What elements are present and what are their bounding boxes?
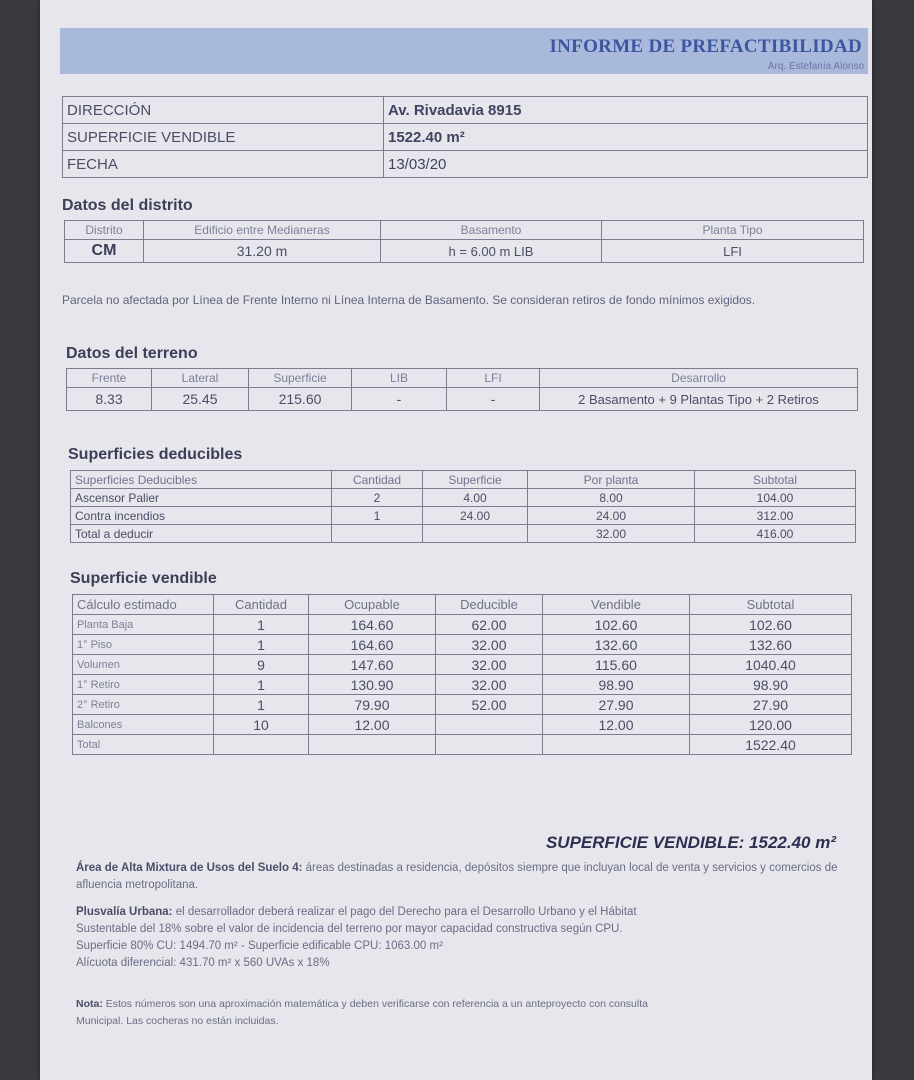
sellable-cell [309,735,436,755]
plusvalia-line: el desarrollador deberá realizar el pago del Derecho para el Desarrollo Urbano y el Hábitat [175,906,637,918]
deductible-cell: 104.00 [695,489,856,507]
deductible-header: Subtotal [695,471,856,489]
district-header: Distrito [65,221,144,240]
sellable-cell: Planta Baja [73,615,214,635]
table-row [71,471,856,489]
terrain-header: Frente [67,369,152,388]
sellable-cell: 12.00 [543,715,690,735]
table-row [63,124,868,151]
sellable-cell: 1040.40 [690,655,852,675]
report-title: INFORME DE PREFACTIBILIDAD [549,36,862,57]
table-row [65,240,864,263]
sellable-cell: 120.00 [690,715,852,735]
table-row [73,715,852,735]
terrain-value: 25.45 [152,388,249,411]
sellable-cell: 164.60 [309,615,436,635]
table-row [73,615,852,635]
deductible-cell: 24.00 [528,507,695,525]
deductible-cell: Contra incendios [71,507,332,525]
sellable-header: Ocupable [309,595,436,615]
summary-value-area: 1522.40 m² [384,124,868,151]
sellable-table [72,594,852,755]
deductible-cell: 2 [332,489,423,507]
zone-label: Área de Alta Mixtura de Usos del Suelo 4: [76,862,303,874]
plusvalia-line: Alícuota diferencial: 431.70 m² x 560 UVAs x 18% [76,957,330,969]
sellable-heading: Superficie vendible [70,570,217,587]
plusvalia-label: Plusvalía Urbana: [76,906,173,918]
table-row [73,595,852,615]
sellable-cell: 9 [214,655,309,675]
terrain-value: 8.33 [67,388,152,411]
deductible-cell: 32.00 [528,525,695,543]
terrain-value: - [352,388,447,411]
summary-value-address: Av. Rivadavia 8915 [384,97,868,124]
deductible-header: Superficie [423,471,528,489]
terrain-header: Desarrollo [540,369,858,388]
terrain-header: LFI [447,369,540,388]
sellable-cell: 10 [214,715,309,735]
sellable-cell: 1 [214,635,309,655]
plusvalia-line: Superficie 80% CU: 1494.70 m² - Superficie edificable CPU: 1063.00 m² [76,940,443,952]
district-value: LFI [602,240,864,263]
district-value: h = 6.00 m LIB [381,240,602,263]
sellable-cell: 132.60 [543,635,690,655]
deductible-header: Cantidad [332,471,423,489]
sellable-cell: 2° Retiro [73,695,214,715]
sellable-cell: 79.90 [309,695,436,715]
terrain-table [66,368,858,411]
table-row [71,507,856,525]
sellable-cell: Total [73,735,214,755]
sellable-cell: 32.00 [436,655,543,675]
note-paragraph [76,996,846,1030]
table-row [73,695,852,715]
sellable-header: Cantidad [214,595,309,615]
deductible-cell: 4.00 [423,489,528,507]
deductible-cell: 24.00 [423,507,528,525]
deductible-cell: 416.00 [695,525,856,543]
table-row [71,525,856,543]
sellable-cell [436,735,543,755]
table-row [63,97,868,124]
note-label: Nota: [76,998,103,1010]
sellable-cell: 102.60 [690,615,852,635]
sellable-cell: 130.90 [309,675,436,695]
sellable-cell: 52.00 [436,695,543,715]
deductible-table [70,470,856,543]
terrain-header: Superficie [249,369,352,388]
deductible-heading: Superficies deducibles [68,446,243,463]
sellable-total-line: SUPERFICIE VENDIBLE: 1522.40 m² [545,833,836,852]
table-row [73,735,852,755]
sellable-cell: 32.00 [436,675,543,695]
table-row [65,221,864,240]
zone-paragraph [76,860,846,894]
district-header: Basamento [381,221,602,240]
district-heading: Datos del distrito [62,197,193,214]
sellable-cell: 32.00 [436,635,543,655]
table-row [73,635,852,655]
table-row [67,369,858,388]
deductible-cell [423,525,528,543]
sellable-cell: 1° Retiro [73,675,214,695]
plusvalia-line: Sustentable del 18% sobre el valor de incidencia del terreno por mayor capacidad constructiva según CPU. [76,923,623,935]
summary-label: DIRECCIÓN [63,97,384,124]
terrain-header: Lateral [152,369,249,388]
note-line: Estos números son una aproximación matemática y deben verificarse con referencia a un anteproyecto con consulta [105,998,648,1010]
plusvalia-paragraph [76,904,846,972]
deductible-cell: 1 [332,507,423,525]
terrain-value: - [447,388,540,411]
deductible-cell: 312.00 [695,507,856,525]
sellable-cell: 12.00 [309,715,436,735]
sellable-cell: 115.60 [543,655,690,675]
document-page [40,0,872,1080]
table-row [71,489,856,507]
sellable-cell: 98.90 [543,675,690,695]
table-row [67,388,858,411]
table-row [73,655,852,675]
district-value: CM [65,240,144,263]
sellable-header: Subtotal [690,595,852,615]
sellable-cell: 147.60 [309,655,436,675]
district-header: Edificio entre Medianeras [144,221,381,240]
zone-text: áreas destinadas a residencia, depósitos siempre que incluyan local de venta y servicios y comercios de afluencia metropolitana. [76,862,838,891]
report-author: Arq. Estefanía Alonso [767,61,864,72]
sellable-cell: 62.00 [436,615,543,635]
summary-value-date: 13/03/20 [384,151,868,178]
summary-label: FECHA [63,151,384,178]
table-row [73,675,852,695]
report-banner [60,28,868,74]
sellable-cell: Volumen [73,655,214,675]
note-line: Municipal. Las cocheras no están incluidas. [76,1015,279,1027]
sellable-cell: 27.90 [543,695,690,715]
terrain-value: 215.60 [249,388,352,411]
sellable-header: Cálculo estimado [73,595,214,615]
sellable-cell [543,735,690,755]
deductible-header: Superficies Deducibles [71,471,332,489]
district-value: 31.20 m [144,240,381,263]
sellable-cell: 1 [214,615,309,635]
sellable-cell: 1° Piso [73,635,214,655]
district-note: Parcela no afectada por Línea de Frente Interno ni Línea Interna de Basamento. Se consideran retiros de fondo mínimos exigidos. [62,293,756,307]
sellable-cell: 1 [214,695,309,715]
sellable-cell [436,715,543,735]
deductible-cell [332,525,423,543]
sellable-header: Vendible [543,595,690,615]
deductible-cell: 8.00 [528,489,695,507]
table-row [63,151,868,178]
terrain-header: LIB [352,369,447,388]
sellable-cell: Balcones [73,715,214,735]
sellable-cell: 27.90 [690,695,852,715]
deductible-header: Por planta [528,471,695,489]
sellable-cell: 164.60 [309,635,436,655]
summary-label: SUPERFICIE VENDIBLE [63,124,384,151]
sellable-cell: 132.60 [690,635,852,655]
sellable-cell [214,735,309,755]
sellable-cell: 1 [214,675,309,695]
sellable-cell: 1522.40 [690,735,852,755]
deductible-cell: Total a deducir [71,525,332,543]
sellable-cell: 102.60 [543,615,690,635]
district-header: Planta Tipo [602,221,864,240]
deductible-cell: Ascensor Palier [71,489,332,507]
terrain-value: 2 Basamento + 9 Plantas Tipo + 2 Retiros [540,388,858,411]
sellable-header: Deducible [436,595,543,615]
district-table [64,220,864,263]
summary-table [62,96,868,178]
sellable-cell: 98.90 [690,675,852,695]
terrain-heading: Datos del terreno [66,345,198,362]
